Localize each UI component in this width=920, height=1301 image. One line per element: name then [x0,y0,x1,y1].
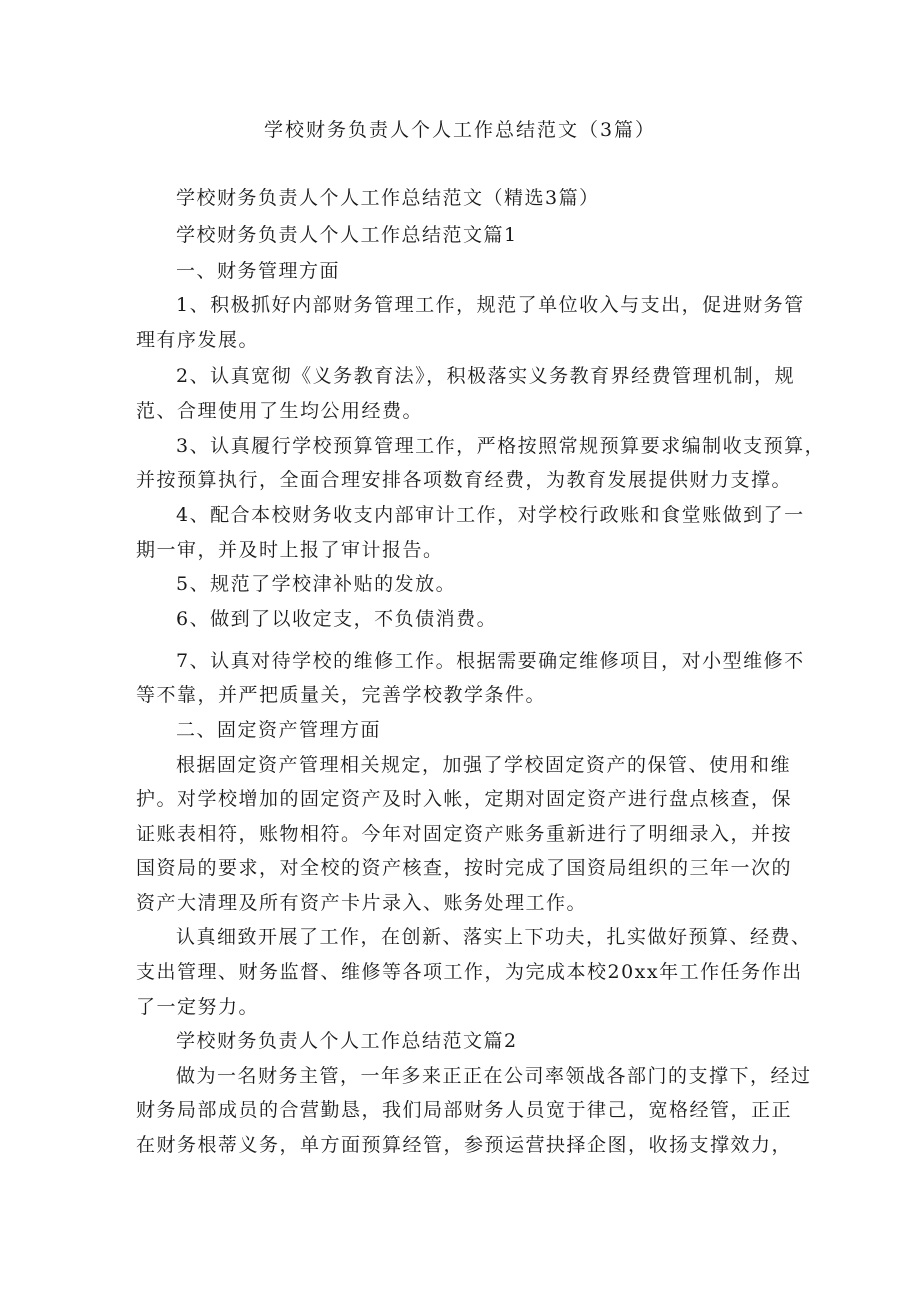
paragraph-line: 1、积极抓好内部财务管理工作，规范了单位收入与支出，促进财务管 [176,294,805,316]
paragraph-line: 在财务根蒂义务，单方面预算经管，参预运营抉择企图，收扬支撑效力， [136,1134,793,1156]
paragraph-line: 认真细致开展了工作，在创新、落实上下功夫，扎实做好预算、经费、 [176,926,812,948]
paragraph-line: 3、认真履行学校预算管理工作，严格按照常规预算要求编制收支预算， [176,435,826,457]
paragraph-line: 等不靠，并严把质量关，完善学校教学条件。 [136,684,547,706]
paragraph-line: 根据固定资产管理相关规定，加强了学校固定资产的保管、使用和维 [176,754,792,776]
paragraph-line: 财务局部成员的合营勤恳，我们局部财务人员宽于律己，宽格经管，正正 [136,1099,793,1121]
section-heading-2: 学校财务负责人个人工作总结范文篇2 [176,1030,518,1052]
paragraph-line: 4、配合本校财务收支内部审计工作，对学校行政账和食堂账做到了一 [176,504,805,526]
document-title: 学校财务负责人个人工作总结范文（3篇） [263,119,657,141]
paragraph-line: 2、认真宽彻《义务教育法》，积极落实义务教育界经费管理机制，规 [176,365,796,387]
paragraph-line: 资产大清理及所有资产卡片录入、账务处理工作。 [136,892,588,914]
paragraph-line: 证账表相符，账物相符。今年对固定资产账务重新进行了明细录入，并按 [136,823,793,845]
paragraph-line: 支出管理、财务监督、维修等各项工作，为完成本校20xx年工作任务作出 [136,961,803,983]
section-heading-1: 学校财务负责人个人工作总结范文篇1 [176,224,518,246]
subheading-finance: 一、财务管理方面 [176,260,341,282]
paragraph-line: 5、规范了学校津补贴的发放。 [176,573,457,595]
subtitle-line: 学校财务负责人个人工作总结范文（精选3篇） [176,187,600,209]
paragraph-line: 理有序发展。 [136,329,260,351]
paragraph-line: 并按预算执行，全面合理安排各项数育经费，为教育发展提供财力支撑。 [136,469,793,491]
paragraph-line: 7、认真对待学校的维修工作。根据需要确定维修项目，对小型维修不 [176,650,805,672]
paragraph-line: 护。对学校增加的固定资产及时入帐，定期对固定资产进行盘点核查，保 [136,788,793,810]
paragraph-line: 范、合理使用了生均公用经费。 [136,400,424,422]
paragraph-line: 国资局的要求，对全校的资产核查，按时完成了国资局组织的三年一次的 [136,857,793,879]
paragraph-line: 了一定努力。 [136,996,260,1018]
paragraph-line: 期一审，并及时上报了审计报告。 [136,539,444,561]
subheading-fixed-assets: 二、固定资产管理方面 [176,719,382,741]
paragraph-line: 6、做到了以收定支，不负债消费。 [176,608,498,630]
paragraph-line: 做为一名财务主管，一年多来正正在公司率领战各部门的支撑下，经过 [176,1065,812,1087]
